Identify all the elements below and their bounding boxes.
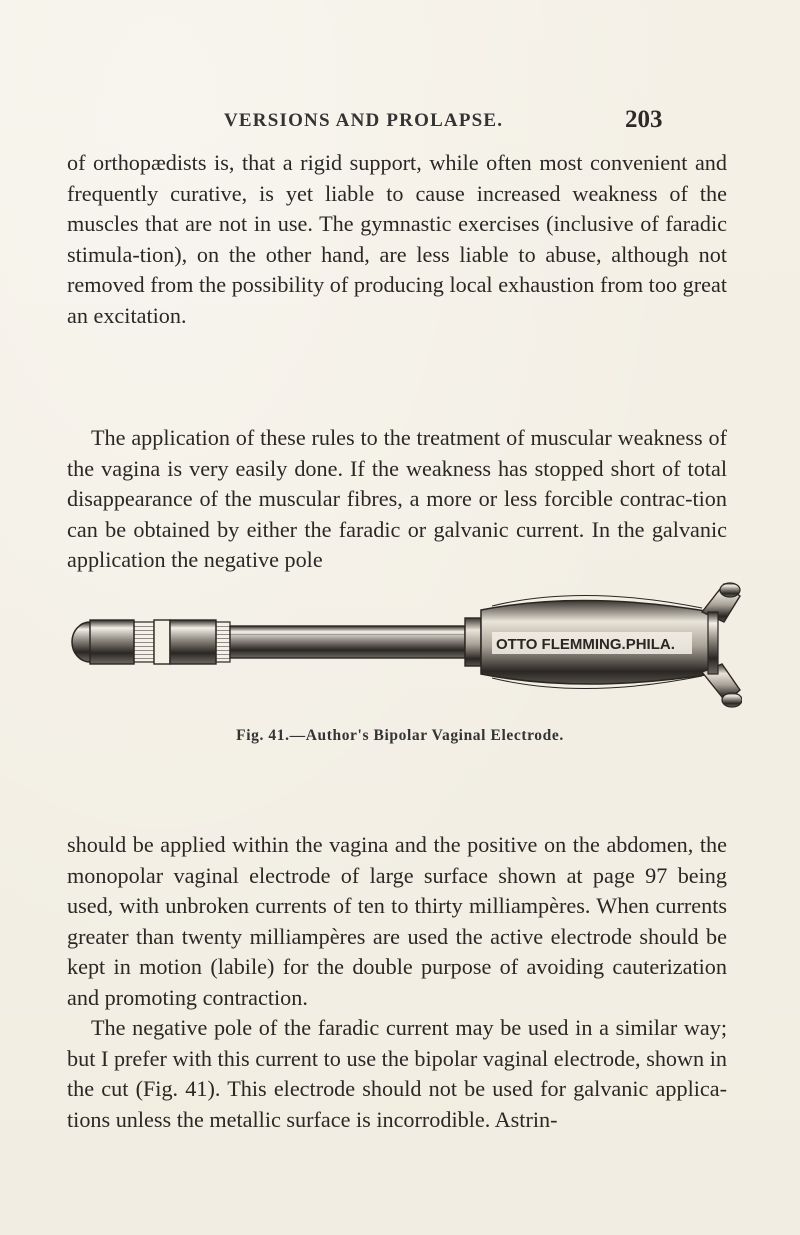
running-head: VERSIONS AND PROLAPSE. bbox=[224, 110, 504, 131]
electrode-collar bbox=[465, 618, 481, 666]
page-number: 203 bbox=[625, 106, 663, 133]
paragraph-4: The negative pole of the faradic current may be used in a similar way; but I prefer with this current to use the bipolar vaginal electrode, shown in the cut (Fig. 41). This electrode should not be used for galvanic applica-tions unless the metallic surface is incorrodible. Astrin- bbox=[67, 1015, 727, 1132]
electrode-ring-1 bbox=[90, 620, 134, 664]
page-header bbox=[0, 106, 800, 140]
electrode-ring-2 bbox=[170, 620, 216, 664]
paragraph-3: should be applied within the vagina and the positive on the abdomen, the monopolar vaginal electrode of large surface shown at page 97 being used, with unbroken currents of ten to thirty milliampères. When currents greater than twenty milliampères are used the active electrode should be kept in motion (labile) for the double purpose of avoiding cauterization and promoting contraction. bbox=[67, 832, 727, 1010]
paragraph-1: of orthopædists is, that a rigid support, while often most convenient and frequently curative, is yet liable to cause increased weakness of the muscles that are not in use. The gymnastic exercises (inclusive of faradic stimula-tion), on the other hand, are less liable to abuse, although not removed from the possibility of producing local exhaustion from too great an excitation. bbox=[67, 150, 727, 328]
figure-caption: Fig. 41.—Author's Bipolar Vaginal Electrode. bbox=[236, 727, 564, 744]
paragraph-2: The application of these rules to the treatment of muscular weakness of the vagina is very easily done. If the weakness has stopped short of total disappearance of the muscular fibres, a more or less forcible contrac-tion can be obtained by either the faradic or galvanic current. In the galvanic application the negative pole bbox=[67, 425, 727, 572]
maker-engraving: OTTO FLEMMING.PHILA. bbox=[496, 636, 675, 653]
electrode-insulator-1 bbox=[154, 620, 170, 664]
